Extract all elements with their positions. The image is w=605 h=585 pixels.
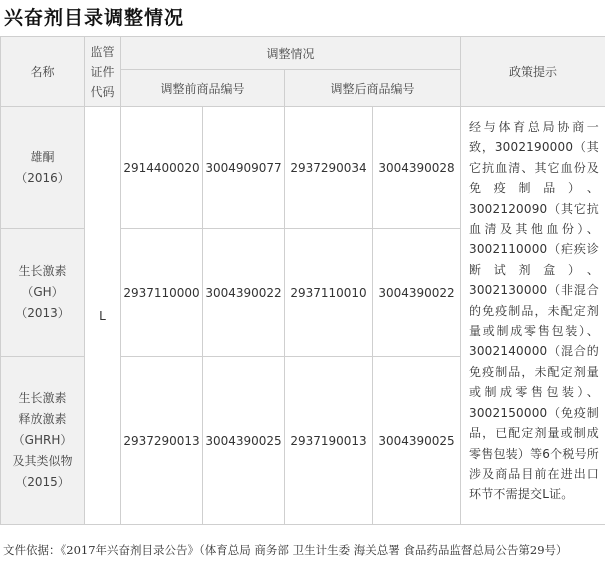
source-footnote: 文件依据：《2017年兴奋剂目录公告》（体育总局 商务部 卫生计生委 海关总署 食品药品监督总局公告第29号） [3,543,568,557]
substance-name: 生长激素 释放激素 （GHRH） 及其类似物 （2015） [1,357,85,525]
code-before-1: 2937290013 [121,357,203,525]
policy-note: 经与体育总局协商一致，3002190000（其它抗血清、其它血份及免疫制品）、3002120090（其它抗血清及其他血份）、3002110000（疟疾诊断试剂盒）、3002130000（非混合的免疫制品，未配定剂量或制成零售包装）、3002140000（混合的免疫制品，未配定剂量或制成零售包装）、3002150000（免疫制品，已配定剂量或制成零售包装）等6个税号所涉及商品目前在进出口环节不需提交L证。 [461,107,605,525]
header-policy: 政策提示 [461,37,605,107]
substance-name: 雄酮 （2016） [1,107,85,229]
header-before: 调整前商品编号 [121,70,285,107]
code-before-2: 3004390022 [203,229,285,357]
header-adjustment: 调整情况 [121,37,461,70]
code-before-2: 3004909077 [203,107,285,229]
code-after-1: 2937290034 [285,107,373,229]
code-before-2: 3004390025 [203,357,285,525]
header-supervision-code: 监管 证件 代码 [85,37,121,107]
adjustment-table [0,36,605,525]
code-after-2: 3004390022 [373,229,461,357]
supervision-code: L [85,107,121,525]
table-row [1,107,605,229]
code-before-1: 2937110000 [121,229,203,357]
header-name: 名称 [1,37,85,107]
header-after: 调整后商品编号 [285,70,461,107]
code-before-1: 2914400020 [121,107,203,229]
code-after-1: 2937190013 [285,357,373,525]
substance-name: 生长激素 （GH） （2013） [1,229,85,357]
page-title: 兴奋剂目录调整情况 [4,7,185,29]
code-after-2: 3004390028 [373,107,461,229]
code-after-2: 3004390025 [373,357,461,525]
code-after-1: 2937110010 [285,229,373,357]
